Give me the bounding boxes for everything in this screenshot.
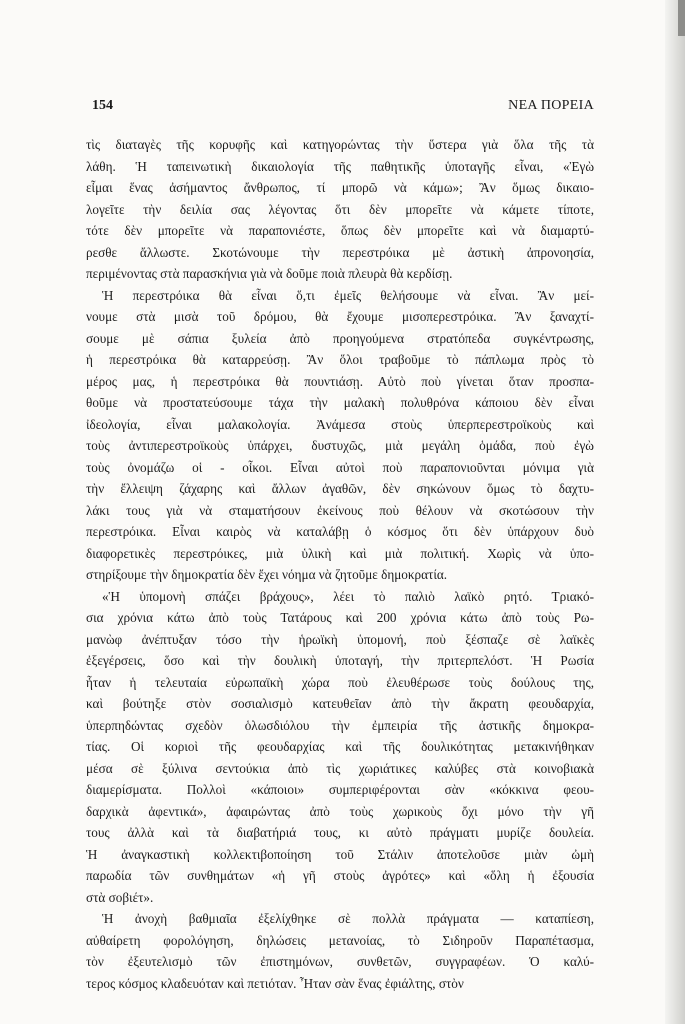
text-line: ρεσθε ἄλλωστε. Σκοτώνουμε τὴν περεστρόικα μὲ ἀστικὴ ἀπρονοησία, xyxy=(86,244,594,260)
text-line: «Ἡ ὑπομονὴ σπάζει βράχους», λέει τὸ παλιὸ λαϊκὸ ρητό. Τριακό- xyxy=(102,588,594,604)
page-number: 154 xyxy=(92,98,113,113)
text-line: σια χρόνια κάτω ἀπὸ τοὺς Τατάρους καὶ 200 χρόνια κάτω ἀπὸ τοὺς Ρω- xyxy=(86,610,594,625)
scan-edge-mark xyxy=(678,0,685,36)
paragraph xyxy=(86,134,594,285)
text-line: στηρίξουμε τὴν δημοκρατία δὲν ἔχει νόημα νὰ ζητοῦμε δημοκρατία. xyxy=(86,567,448,582)
text-line: τὴν ἔλλειψη ζάχαρης καὶ ἄλλων ἀγαθῶν, δὲν σηκώνουν ὅμως τὸ δαχτυ- xyxy=(86,481,594,496)
text-line: περεστρόικα. Εἶναι καιρὸς νὰ καταλάβῃ ὁ κόσμος ὅτι δὲν ὑπάρχουν δυὸ xyxy=(86,524,594,539)
text-line: τίας. Οἱ κοριοὶ τῆς φεουδαρχίας καὶ τῆς δουλικότητας μετακινήθηκαν xyxy=(86,739,594,754)
body-text xyxy=(86,134,594,994)
text-line: παρωδία τῶν συνθημάτων «ἡ γῆ στοὺς ἀγρότες» καὶ «ὅλη ἡ ἐξουσία xyxy=(86,868,594,883)
text-line: τερος κόσμος κλαδευόταν καὶ πετιόταν. Ἦταν σὰν ἕνας ἐφιάλτης, στὸν xyxy=(86,975,464,991)
text-line: αὐθαίρετη φορολόγηση, δηλώσεις μετανοίας, τὸ Σιδηροῦν Παραπέτασμα, xyxy=(86,932,594,948)
text-line: μανὼφ ἀνέπτυξαν τόσο τὴν ἡρωϊκὴ ὑπομονή, ποὺ ξέσπαζε σὲ λαϊκὲς xyxy=(86,631,594,647)
text-line: στὰ σοβιέτ». xyxy=(86,889,154,905)
text-line: τὸν ἐξευτελισμὸ τῶν ἐπιστημόνων, συνθετῶν, συγγραφέων. Ὁ καλύ- xyxy=(86,954,594,969)
paragraph xyxy=(86,586,594,909)
text-line: λάθη. Ἡ ταπεινωτικὴ δικαιολογία τῆς παθητικῆς ὑποταγῆς εἶναι, «Ἐγὼ xyxy=(86,158,594,174)
text-line: ὑπερπηδώντας σχεδὸν ὁλωσδιόλου τὴν ἐμπειρία τῆς ἀστικῆς δημοκρα- xyxy=(86,717,594,733)
scan-edge xyxy=(665,0,685,1024)
text-line: λάκι τους γιὰ νὰ σταματήσουν ἐκείνους ποὺ θέλουν νὰ σκοτώσουν τὴν xyxy=(86,502,594,518)
running-head xyxy=(86,95,594,117)
text-line: ἰδεολογία, εἶναι μαλακολογία. Ἀνάμεσα στοὺς ὑπερπερεστροϊκοὺς καὶ xyxy=(86,416,594,432)
text-line: Ἡ ἀναγκαστικὴ κολλεκτιβοποίηση τοῦ Στάλιν ἀποτελοῦσε μιὰν ὠμὴ xyxy=(86,846,594,862)
journal-title: ΝΕΑ ΠΟΡΕΙΑ xyxy=(508,98,594,113)
text-line: μέσα σὲ ξύλινα σεντούκια ἀπὸ τὶς χωριάτικες καλύβες στὰ κοινοβιακὰ xyxy=(86,760,594,776)
text-line: περιμένοντας στὰ παρασκήνια γιὰ νὰ δοῦμε ποιὰ πλευρὰ θὰ κερδίσῃ. xyxy=(86,266,453,281)
text-line: ἐξεγέρσεις, ὅσο καὶ τὴν δουλικὴ ὑποταγή, τὴν πριτερπελόστ. Ἡ Ρωσία xyxy=(86,653,594,668)
page-content xyxy=(86,95,594,994)
text-line: σουμε μὲ σάπια ξυλεία ἀπὸ προηγούμενα στρατόπεδα συγκέντρωσης, xyxy=(86,330,594,346)
text-line: τοὺς ὀνομάζω οἱ - οἶκοι. Εἶναι αὐτοὶ ποὺ παραπονιοῦνται μόνιμα γιὰ xyxy=(86,459,594,475)
text-line: ἡ περεστρόικα θὰ καταρρεύσῃ. Ἂν ὅλοι τραβοῦμε τὸ πάπλωμα πρὸς τὸ xyxy=(86,352,594,367)
text-line: τους ἀλλὰ καὶ τὰ διαβατήριά τους, κι αὐτὸ πράγματι μυρίζε δουλεία. xyxy=(86,825,594,840)
text-line: τότε δὲν μπορεῖτε νὰ παραπονιέστε, ὅπως δὲν μπορεῖτε καὶ νὰ διαμαρτύ- xyxy=(86,223,594,238)
text-line: Ἡ ἀνοχὴ βαθμιαῖα ἐξελίχθηκε σὲ πολλὰ πράγματα — καταπίεση, xyxy=(102,911,594,926)
text-line: Ἡ περεστρόικα θὰ εἶναι ὅ,τι ἐμεῖς θελήσουμε νὰ εἶναι. Ἂν μεί- xyxy=(102,287,594,303)
text-line: θοῦμε νὰ προστατεύσουμε τάχα τὴν μαλακὴ πολυθρόνα κάποιου δὲν εἶναι xyxy=(86,395,594,410)
text-line: εἶμαι ἕνας ἀσήμαντος ἄνθρωπος, τί μπορῶ νὰ κάμω»; Ἂν ὅμως δικαιο- xyxy=(86,180,594,195)
text-line: διαφορετικὲς περεστρόικες, μιὰ ὑλικὴ καὶ μιὰ πολιτική. Χωρὶς νὰ ὑπο- xyxy=(86,545,594,561)
text-line: λογεῖτε τὴν δειλία σας λέγοντας ὅτι δὲν μπορεῖτε νὰ κάμετε τίποτε, xyxy=(86,201,594,217)
text-line: καὶ βούτηξε στὸν σοσιαλισμὸ κατευθεῖαν ἀπὸ τὴν ἄκρατη φεουδαρχία, xyxy=(86,696,594,711)
text-line: διαμερίσματα. Πολλοὶ «κάποιοι» συμπεριφέρονται σὰν «κόκκινα φεου- xyxy=(86,782,594,797)
text-line: δαρχικὰ ἀφεντικά», ἀφαιρώντας ἀπὸ τοὺς χωρικοὺς ὄχι μόνο τὴν γῆ xyxy=(86,803,594,819)
text-line: τὶς διαταγὲς τῆς κορυφῆς καὶ κατηγορώντας τὴν ὕστερα γιὰ ὅλα τῆς τὰ xyxy=(86,137,594,152)
paragraph xyxy=(86,285,594,586)
paragraph xyxy=(86,908,594,994)
text-line: νουμε στὰ μισὰ τοῦ δρόμου, θὰ ἔχουμε μισοπερεστρόικα. Ἂν ξαναχτί- xyxy=(86,309,594,324)
text-line: τοὺς ἀντιπερεστροϊκοὺς ὑπάρχει, δυστυχῶς, μιὰ μεγάλη ὁμάδα, ποὺ ἐγὼ xyxy=(86,438,594,453)
text-line: ἦταν ἡ τελευταία εὐρωπαϊκὴ χώρα ποὺ ἐλευθέρωσε τοὺς δούλους της, xyxy=(86,674,594,690)
text-line: μέρος μας, ἡ περεστρόικα θὰ πουντιάσῃ. Αὐτὸ ποὺ γίνεται ὅταν προσπα- xyxy=(86,373,594,389)
